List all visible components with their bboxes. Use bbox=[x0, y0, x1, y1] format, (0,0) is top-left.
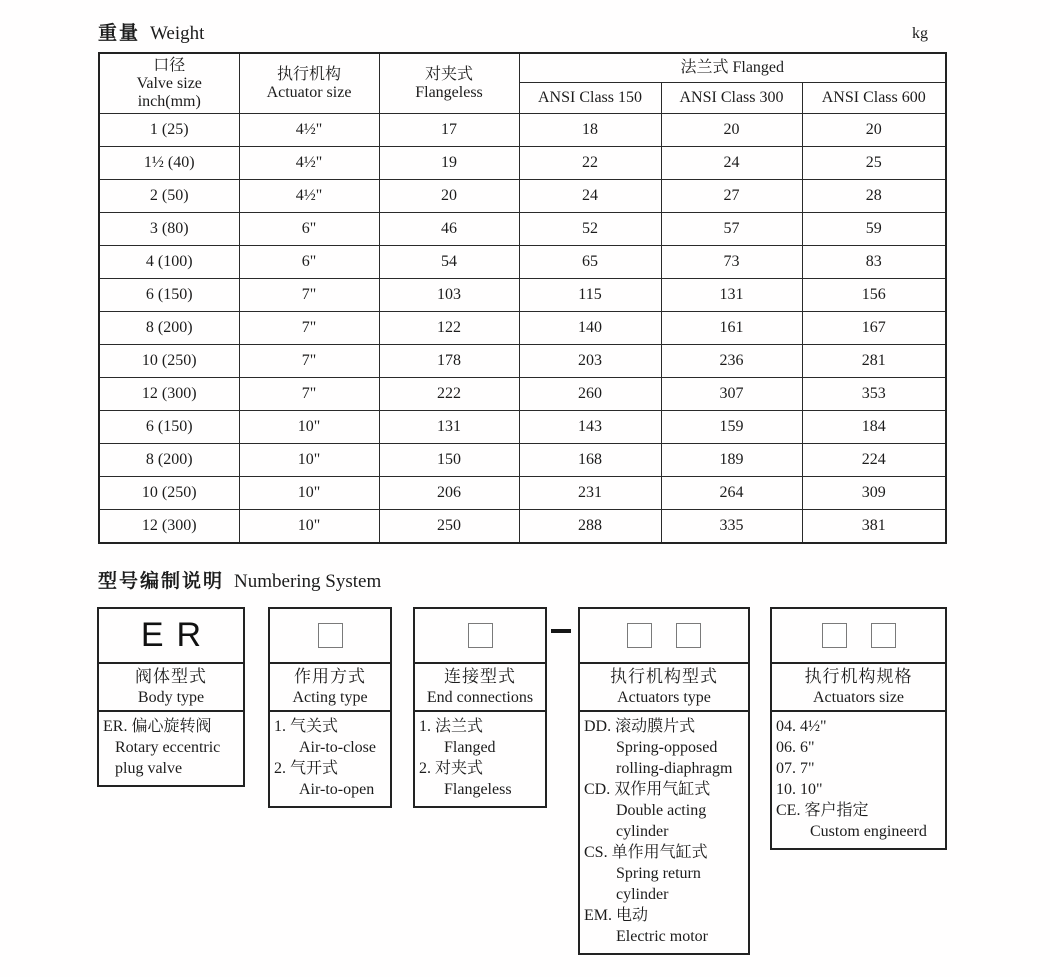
table-cell: 6 (150) bbox=[99, 279, 239, 312]
table-cell: 10" bbox=[239, 411, 379, 444]
col-header-ansi-150: ANSI Class 150 bbox=[519, 83, 661, 114]
table-cell: 7" bbox=[239, 345, 379, 378]
valve-size-en: Valve size bbox=[136, 74, 202, 92]
col-header-ansi-600: ANSI Class 600 bbox=[802, 83, 946, 114]
table-cell: 4½" bbox=[239, 147, 379, 180]
table-cell: 10" bbox=[239, 477, 379, 510]
table-cell: 203 bbox=[519, 345, 661, 378]
table-cell: 250 bbox=[379, 510, 519, 544]
table-cell: 206 bbox=[379, 477, 519, 510]
table-cell: 381 bbox=[802, 510, 946, 544]
option-line: Spring return bbox=[616, 865, 701, 882]
table-cell: 159 bbox=[661, 411, 802, 444]
table-cell: 20 bbox=[661, 114, 802, 147]
table-row bbox=[99, 477, 946, 510]
table-cell: 143 bbox=[519, 411, 661, 444]
option-line: 1. 气关式 bbox=[274, 718, 339, 735]
code-square bbox=[676, 623, 701, 648]
table-cell: 52 bbox=[519, 213, 661, 246]
flanged-en: Flanged bbox=[732, 59, 785, 76]
option-line: ER. 偏心旋转阀 bbox=[103, 718, 212, 735]
table-cell: 10" bbox=[239, 444, 379, 477]
end-connections-label-en: End connections bbox=[426, 689, 534, 706]
option-line: 06. 6" bbox=[776, 739, 815, 756]
body-type-code: ER bbox=[140, 616, 215, 654]
table-cell: 12 (300) bbox=[99, 510, 239, 544]
table-cell: 7" bbox=[239, 279, 379, 312]
valve-size-zh: 口径 bbox=[153, 56, 186, 74]
option-line: Flanged bbox=[444, 739, 496, 756]
table-row bbox=[99, 246, 946, 279]
valve-size-sub: inch(mm) bbox=[137, 92, 201, 110]
table-row bbox=[99, 279, 946, 312]
body-type-code-area bbox=[99, 609, 243, 664]
table-cell: 150 bbox=[379, 444, 519, 477]
table-cell: 46 bbox=[379, 213, 519, 246]
table-cell: 17 bbox=[379, 114, 519, 147]
option-line: Air-to-close bbox=[299, 739, 376, 756]
numbering-box-acting-type bbox=[268, 607, 392, 808]
table-cell: 19 bbox=[379, 147, 519, 180]
body-type-label-en: Body type bbox=[137, 689, 205, 706]
table-row bbox=[99, 180, 946, 213]
flanged-zh: 法兰式 bbox=[680, 59, 729, 76]
option-line: plug valve bbox=[115, 760, 183, 777]
flangeless-en: Flangeless bbox=[415, 83, 483, 101]
option-line: 10. 10" bbox=[776, 781, 823, 798]
table-cell: 25 bbox=[802, 147, 946, 180]
table-cell: 83 bbox=[802, 246, 946, 279]
numbering-box-actuators-type bbox=[578, 607, 750, 955]
end-connections-code-area bbox=[415, 609, 545, 664]
weight-table bbox=[98, 52, 947, 544]
table-cell: 4½" bbox=[239, 114, 379, 147]
table-row bbox=[99, 510, 946, 544]
code-square bbox=[468, 623, 493, 648]
table-cell: 20 bbox=[379, 180, 519, 213]
option-line: Air-to-open bbox=[299, 781, 375, 798]
table-cell: 1½ (40) bbox=[99, 147, 239, 180]
option-line: Flangeless bbox=[444, 781, 512, 798]
table-cell: 281 bbox=[802, 345, 946, 378]
option-line: Spring-opposed bbox=[616, 739, 718, 756]
table-cell: 3 (80) bbox=[99, 213, 239, 246]
code-square bbox=[871, 623, 896, 648]
acting-type-code-area bbox=[270, 609, 390, 664]
table-cell: 131 bbox=[379, 411, 519, 444]
table-cell: 59 bbox=[802, 213, 946, 246]
table-cell: 10 (250) bbox=[99, 345, 239, 378]
table-cell: 28 bbox=[802, 180, 946, 213]
table-cell: 10 (250) bbox=[99, 477, 239, 510]
separator-dash bbox=[551, 629, 571, 633]
actuators-type-label-en: Actuators type bbox=[617, 689, 711, 706]
table-cell: 1 (25) bbox=[99, 114, 239, 147]
acting-type-label-en: Acting type bbox=[292, 689, 368, 706]
table-row bbox=[99, 345, 946, 378]
weight-section-title bbox=[98, 18, 204, 45]
table-cell: 222 bbox=[379, 378, 519, 411]
table-cell: 184 bbox=[802, 411, 946, 444]
option-line: Double acting bbox=[616, 802, 707, 819]
option-line: Custom engineerd bbox=[810, 823, 927, 840]
table-cell: 353 bbox=[802, 378, 946, 411]
code-square bbox=[822, 623, 847, 648]
table-cell: 6" bbox=[239, 213, 379, 246]
table-cell: 4 (100) bbox=[99, 246, 239, 279]
option-line: Electric motor bbox=[616, 928, 708, 945]
actuators-type-label bbox=[580, 664, 748, 712]
option-line: DD. 滚动膜片式 bbox=[584, 718, 696, 735]
table-cell: 12 (300) bbox=[99, 378, 239, 411]
actuator-size-zh: 执行机构 bbox=[276, 65, 341, 83]
body-type-options bbox=[99, 712, 243, 785]
option-line: 1. 法兰式 bbox=[419, 718, 484, 735]
table-cell: 307 bbox=[661, 378, 802, 411]
actuators-size-label bbox=[772, 664, 945, 712]
table-cell: 24 bbox=[519, 180, 661, 213]
code-square bbox=[318, 623, 343, 648]
table-cell: 264 bbox=[661, 477, 802, 510]
table-cell: 7" bbox=[239, 312, 379, 345]
table-cell: 224 bbox=[802, 444, 946, 477]
weight-table-head bbox=[99, 53, 946, 114]
code-square bbox=[627, 623, 652, 648]
table-row bbox=[99, 147, 946, 180]
table-cell: 260 bbox=[519, 378, 661, 411]
table-cell: 189 bbox=[661, 444, 802, 477]
table-cell: 103 bbox=[379, 279, 519, 312]
table-cell: 10" bbox=[239, 510, 379, 544]
table-cell: 115 bbox=[519, 279, 661, 312]
table-cell: 236 bbox=[661, 345, 802, 378]
body-type-label bbox=[99, 664, 243, 712]
actuators-type-options bbox=[580, 712, 748, 953]
numbering-box-actuators-size bbox=[770, 607, 947, 850]
option-line: 2. 气开式 bbox=[274, 760, 339, 777]
table-cell: 161 bbox=[661, 312, 802, 345]
end-connections-label bbox=[415, 664, 545, 712]
col-header-actuator-size bbox=[239, 53, 379, 114]
table-cell: 131 bbox=[661, 279, 802, 312]
option-line: CD. 双作用气缸式 bbox=[584, 781, 711, 798]
actuator-size-en: Actuator size bbox=[266, 83, 352, 101]
body-type-label-zh: 阀体型式 bbox=[135, 667, 207, 686]
col-header-ansi-300: ANSI Class 300 bbox=[661, 83, 802, 114]
numbering-section-title bbox=[98, 566, 381, 593]
option-line: cylinder bbox=[616, 886, 669, 903]
table-cell: 8 (200) bbox=[99, 312, 239, 345]
actuators-size-label-en: Actuators size bbox=[812, 689, 905, 706]
table-cell: 73 bbox=[661, 246, 802, 279]
option-line: 07. 7" bbox=[776, 760, 815, 777]
table-cell: 27 bbox=[661, 180, 802, 213]
table-cell: 54 bbox=[379, 246, 519, 279]
weight-title-zh: 重量 bbox=[98, 23, 141, 44]
numbering-title-en: Numbering System bbox=[234, 571, 382, 592]
weight-title-en: Weight bbox=[150, 23, 205, 44]
actuators-size-code-area bbox=[772, 609, 945, 664]
actuators-type-code-area bbox=[580, 609, 748, 664]
table-cell: 167 bbox=[802, 312, 946, 345]
numbering-title-zh: 型号编制说明 bbox=[98, 571, 225, 592]
actuators-size-label-zh: 执行机构规格 bbox=[804, 667, 913, 686]
table-cell: 168 bbox=[519, 444, 661, 477]
table-row bbox=[99, 411, 946, 444]
table-cell: 8 (200) bbox=[99, 444, 239, 477]
table-cell: 335 bbox=[661, 510, 802, 544]
col-header-flangeless bbox=[379, 53, 519, 114]
option-line: 04. 4½" bbox=[776, 718, 827, 735]
table-cell: 178 bbox=[379, 345, 519, 378]
table-cell: 2 (50) bbox=[99, 180, 239, 213]
flangeless-zh: 对夹式 bbox=[424, 65, 473, 83]
table-cell: 6 (150) bbox=[99, 411, 239, 444]
actuators-type-label-zh: 执行机构型式 bbox=[610, 667, 718, 686]
table-cell: 22 bbox=[519, 147, 661, 180]
table-cell: 156 bbox=[802, 279, 946, 312]
table-cell: 57 bbox=[661, 213, 802, 246]
table-cell: 4½" bbox=[239, 180, 379, 213]
table-cell: 140 bbox=[519, 312, 661, 345]
table-cell: 122 bbox=[379, 312, 519, 345]
numbering-box-body-type bbox=[97, 607, 245, 787]
end-connections-label-zh: 连接型式 bbox=[444, 667, 516, 686]
option-line: CE. 客户指定 bbox=[776, 802, 869, 819]
table-row bbox=[99, 114, 946, 147]
table-row bbox=[99, 312, 946, 345]
table-cell: 288 bbox=[519, 510, 661, 544]
table-cell: 7" bbox=[239, 378, 379, 411]
option-line: CS. 单作用气缸式 bbox=[584, 844, 708, 861]
acting-type-label bbox=[270, 664, 390, 712]
option-line: rolling-diaphragm bbox=[616, 760, 733, 777]
table-cell: 65 bbox=[519, 246, 661, 279]
acting-type-label-zh: 作用方式 bbox=[294, 667, 366, 686]
table-cell: 6" bbox=[239, 246, 379, 279]
col-header-flanged bbox=[519, 53, 946, 83]
option-line: cylinder bbox=[616, 823, 669, 840]
table-cell: 18 bbox=[519, 114, 661, 147]
table-cell: 24 bbox=[661, 147, 802, 180]
table-cell: 20 bbox=[802, 114, 946, 147]
table-row bbox=[99, 378, 946, 411]
numbering-box-end-connections bbox=[413, 607, 547, 808]
table-cell: 231 bbox=[519, 477, 661, 510]
table-row bbox=[99, 444, 946, 477]
table-cell: 309 bbox=[802, 477, 946, 510]
option-line: EM. 电动 bbox=[584, 907, 649, 924]
weight-table-body bbox=[99, 114, 946, 544]
option-line: 2. 对夹式 bbox=[419, 760, 484, 777]
unit-label: kg bbox=[912, 25, 928, 42]
option-line: Rotary eccentric bbox=[115, 739, 221, 756]
col-header-valve-size bbox=[99, 53, 239, 114]
actuators-size-options bbox=[772, 712, 945, 848]
table-row bbox=[99, 213, 946, 246]
end-connections-options bbox=[415, 712, 545, 806]
acting-type-options bbox=[270, 712, 390, 806]
